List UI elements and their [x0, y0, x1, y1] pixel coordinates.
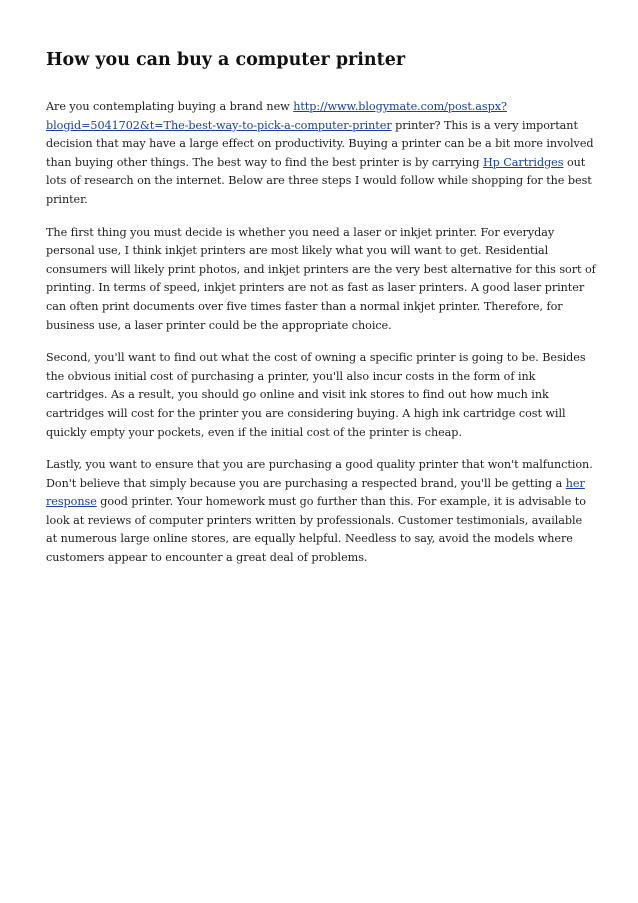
quality-text-start: Lastly, you want to ensure that you are purchasing a good quality printer that won't malfunction. Don't believe that simply because you are purchasing a respected brand, you'll be getting a [46, 458, 593, 490]
hp-cartridges-link[interactable]: Hp Cartridges [482, 155, 564, 169]
page-title: How you can buy a computer printer [46, 50, 406, 70]
paragraph-laser-vs-inkjet: The first thing you must decide is whether you need a laser or inkjet printer. For everyday personal use, I think inkjet printers are most likely what you will want to get. Residential consumers will likely print photos, and inkjet printers are the very best alternative for this sort of printing. In terms of speed, inkjet printers are not as fast as laser printers. A good laser printer can often print documents over five times faster than a normal inkjet printer. Therefore, for business use, a laser printer could be the appropriate choice. [46, 225, 596, 332]
paragraph-intro [46, 98, 596, 210]
paragraph-cost-of-ownership: Second, you'll want to find out what the cost of owning a specific printer is going to be. Besides the obvious initial cost of purchasing a printer, you'll also incur costs in the form of ink cartridges. As a result, you should go online and visit ink stores to find out how much ink cartridges will cost for the printer you are considering buying. A high ink cartridge cost will quickly empty your pockets, even if the initial cost of the printer is cheap. [46, 351, 586, 439]
paragraph-quality [46, 456, 596, 568]
intro-text-end: out lots of research on the internet. Below are three steps I would follow while shopping for the best printer. [46, 155, 592, 206]
quality-text-end: good printer. Your homework must go further than this. For example, it is advisable to look at reviews of computer printers written by professionals. Customer testimonials, available at numerous large online stores, are equally helpful. Needless to say, avoid the models where customers appear to encounter a great deal of problems. [46, 495, 586, 565]
blogymate-link[interactable]: http://www.blogymate.com/post.aspx?blogid=5041702&t=The-best-way-to-pick-a-computer-printer [46, 100, 507, 132]
document-page [46, 48, 596, 582]
intro-text-middle: printer? This is a very important decision that may have a large effect on productivity. Buying a printer can be a bit more involved than buying other things. The best way to find the best printer is by carrying [46, 118, 594, 169]
intro-text-start: Are you contemplating buying a brand new [46, 100, 294, 113]
her-response-link[interactable]: her response [46, 476, 585, 509]
